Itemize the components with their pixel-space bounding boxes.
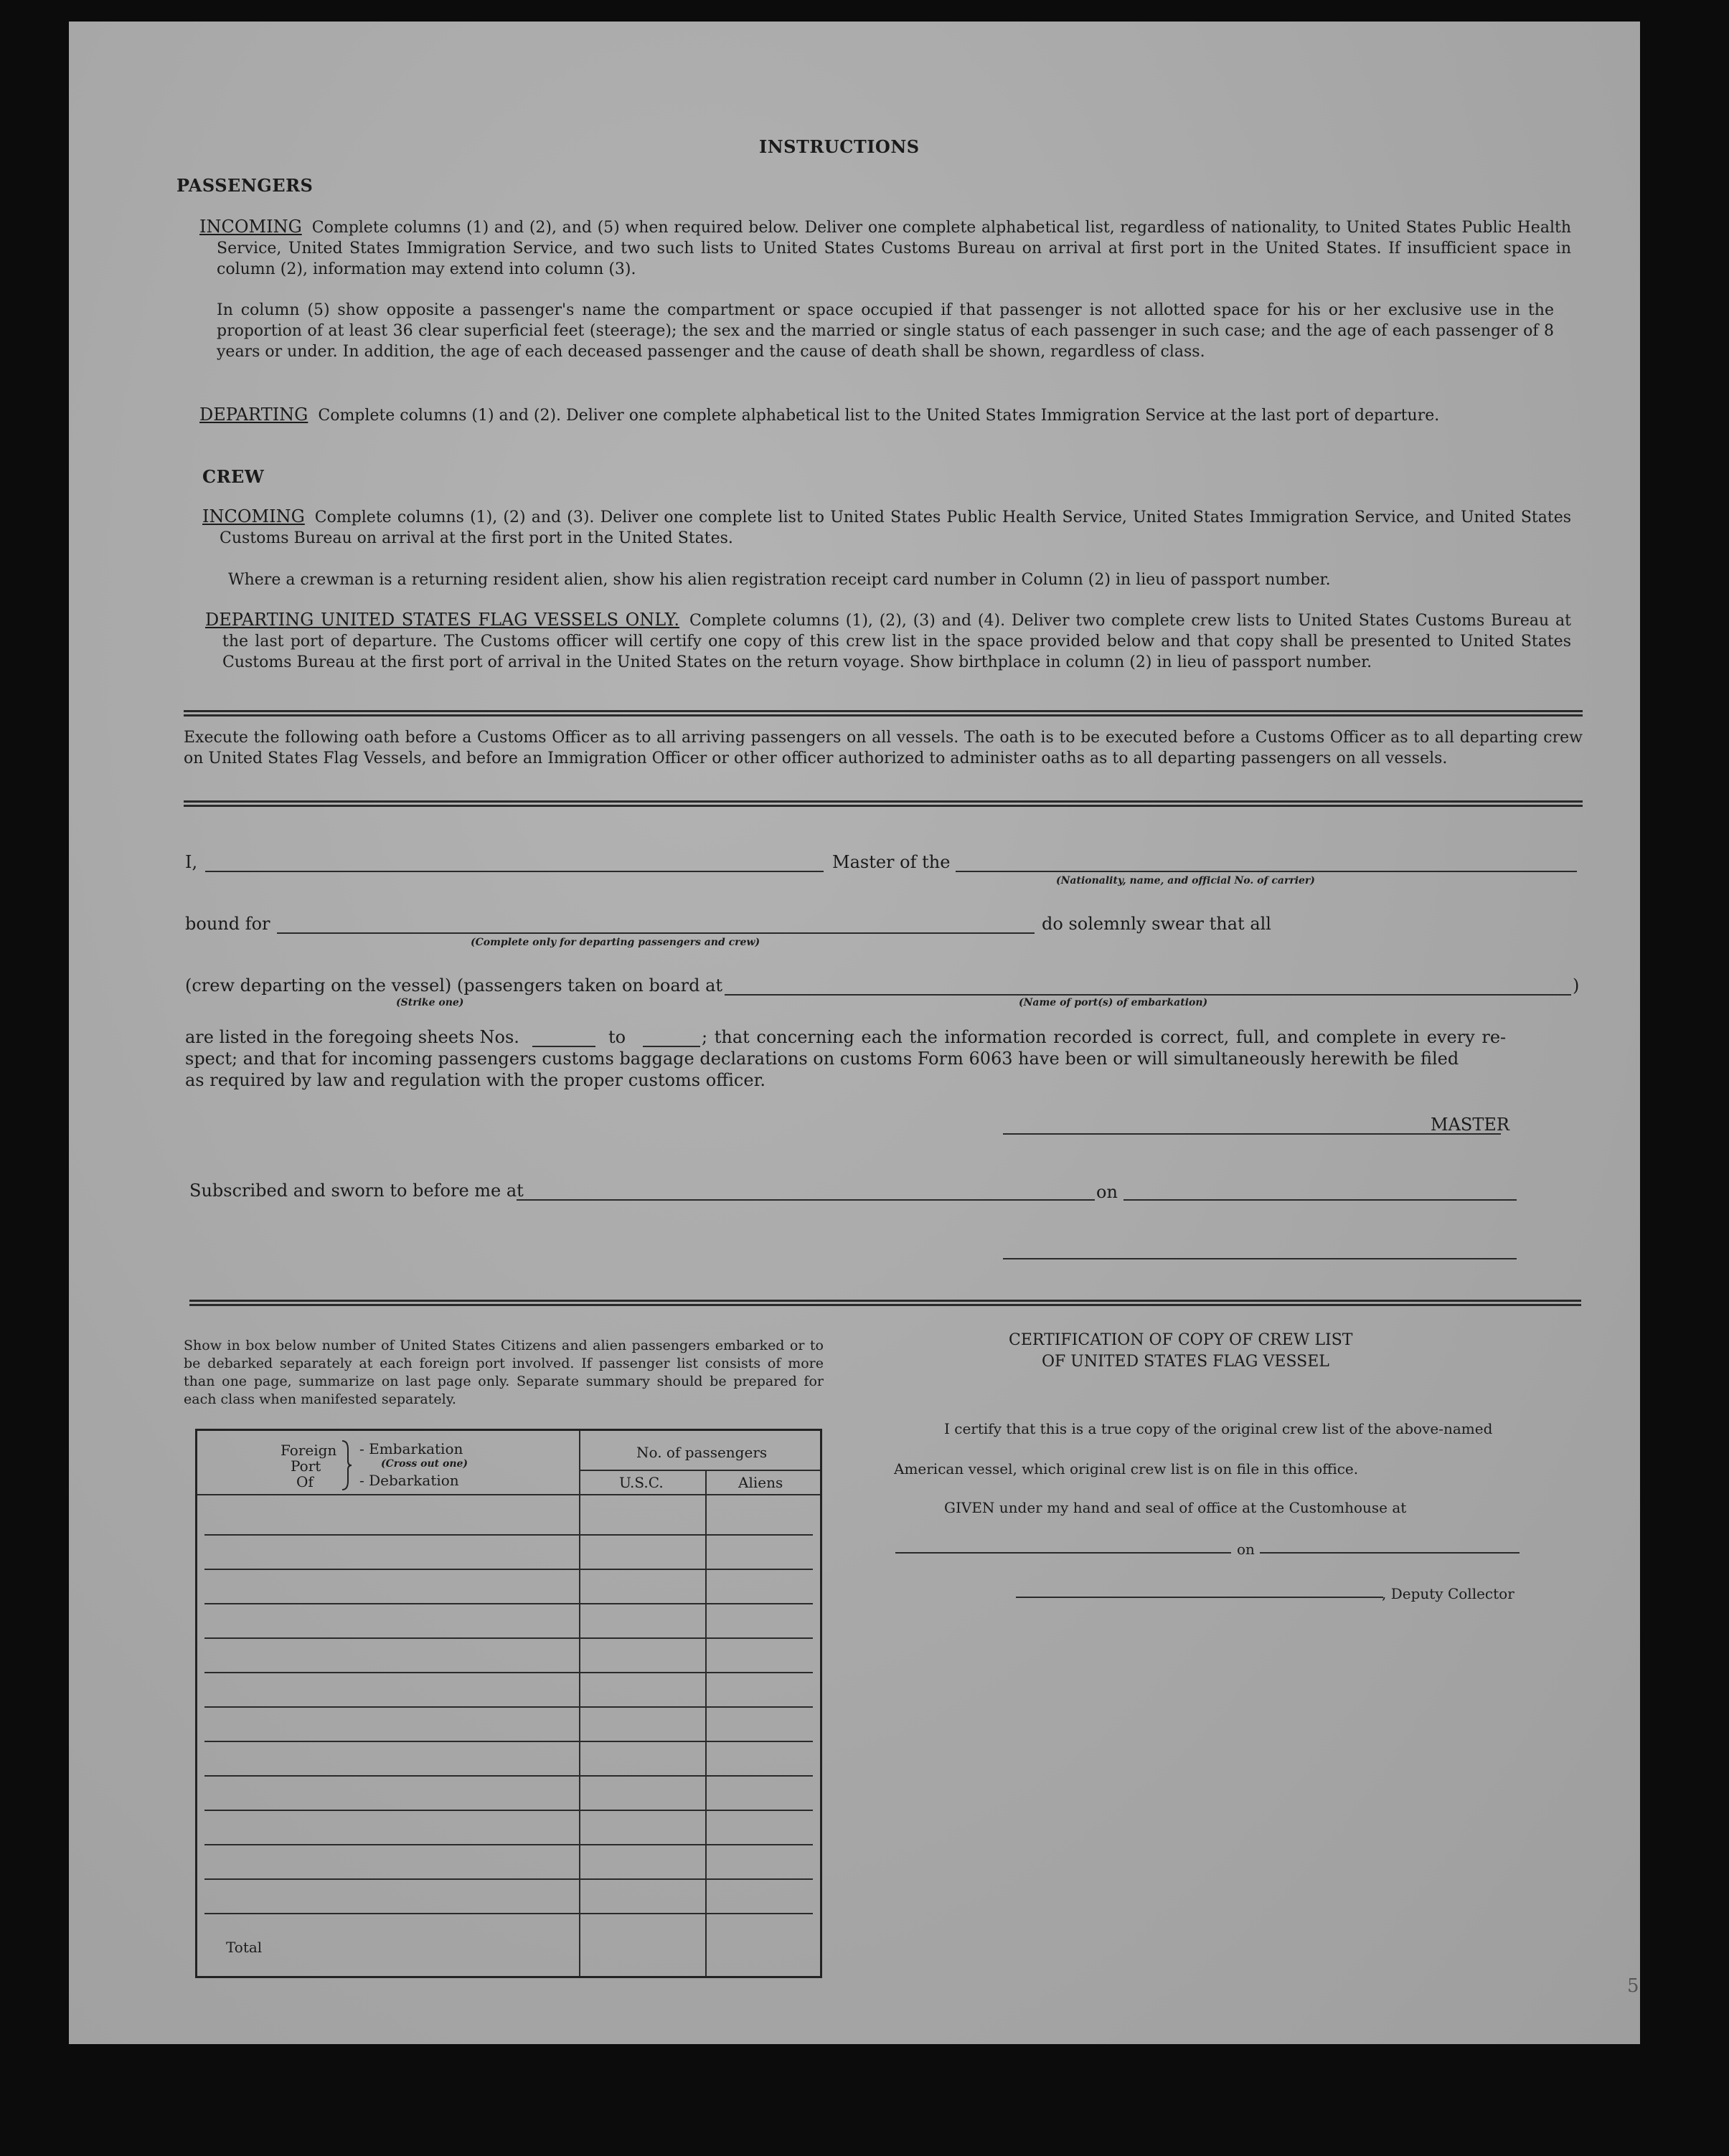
- table-row: [204, 1810, 813, 1811]
- table-header-divider: [197, 1494, 820, 1495]
- carrier-hint: (Nationality, name, and official No. of carrier): [1056, 875, 1315, 886]
- table-row: [204, 1878, 813, 1880]
- subscribed-on-label: on: [1096, 1182, 1118, 1202]
- brace-icon: [341, 1439, 352, 1491]
- master-signature-field[interactable]: [1003, 1133, 1501, 1135]
- oath-i-label: I,: [185, 852, 198, 872]
- passengers-incoming-text: Complete columns (1) and (2), and (5) when required below. Deliver one complete alphabetical list, regardless of nationality, to United States Public Health Service, United States Immigration Service, and two such lists to United States Customs Bureau on arrival at first port in the United States. If insufficient space in column (2), information may extend into column (3).: [217, 219, 1571, 278]
- officer-signature-field[interactable]: [1003, 1258, 1517, 1259]
- certify-line2: American vessel, which original crew list is on file in this office.: [894, 1460, 1359, 1477]
- table-col-divider: [705, 1470, 707, 1976]
- usc-header: U.S.C.: [619, 1474, 664, 1491]
- customhouse-field[interactable]: [895, 1552, 1231, 1554]
- passengers-heading: PASSENGERS: [176, 175, 314, 196]
- table-header-divider: [579, 1470, 820, 1471]
- table-row: [204, 1775, 813, 1777]
- port-label: Port: [291, 1457, 321, 1475]
- embarkation-label: - Embarkation: [359, 1440, 463, 1457]
- crew-departing-label: DEPARTING UNITED STATES FLAG VESSELS ONLY.: [205, 610, 680, 630]
- crew-resident-text: Where a crewman is a returning resident alien, show his alien registration receipt card number in Column (2) in lieu of passport number.: [228, 571, 1331, 589]
- form-page: [69, 22, 1640, 2044]
- strike-one-hint: (Strike one): [396, 997, 464, 1008]
- of-label: Of: [296, 1473, 314, 1490]
- listed-post-text: ; that concerning each the information recorded is correct, full, and complete in every re-: [702, 1027, 1507, 1047]
- aliens-header: Aliens: [738, 1474, 783, 1491]
- passengers-departing-text: Complete columns (1) and (2). Deliver one complete alphabetical list to the United States Immigration Service at the last port of departure.: [318, 407, 1440, 425]
- passengers-departing-label: DEPARTING: [199, 405, 308, 425]
- passengers-incoming-paragraph: [199, 217, 1571, 280]
- swear-label: do solemnly swear that all: [1042, 914, 1271, 934]
- oath-intro-text: Execute the following oath before a Customs Officer as to all arriving passengers on all vessels. The oath is to be executed before a Customs Officer as to all departing crew on United States Flag Vessels, and before an Immigration Officer or other officer authorized to administer oaths as to all departing passengers on all vessels.: [184, 729, 1583, 767]
- certification-title-line2: OF UNITED STATES FLAG VESSEL: [1042, 1353, 1329, 1371]
- subscribed-date-field[interactable]: [1123, 1199, 1517, 1201]
- deputy-collector-label: , Deputy Collector: [1382, 1585, 1514, 1602]
- bound-for-field[interactable]: [277, 932, 1035, 934]
- section-divider: [184, 710, 1583, 712]
- summary-instructions: [184, 1337, 824, 1409]
- listed-line3-text: as required by law and regulation with the proper customs officer.: [185, 1070, 766, 1090]
- crew-incoming-text: Complete columns (1), (2) and (3). Deliver one complete list to United States Public Health Service, United States Immigration Service, and United States Customs Bureau on arrival at the first port in the United States.: [220, 509, 1571, 547]
- listed-sheets-label: are listed in the foregoing sheets Nos.: [185, 1027, 519, 1047]
- subscribed-label: Subscribed and sworn to before me at: [189, 1181, 524, 1201]
- table-row: [204, 1741, 813, 1742]
- table-row: [204, 1603, 813, 1604]
- embarkation-hint: (Name of port(s) of embarkation): [1019, 997, 1208, 1008]
- certification-title-line1: CERTIFICATION OF COPY OF CREW LIST: [1009, 1331, 1353, 1349]
- sheet-from-field[interactable]: [532, 1046, 595, 1047]
- column5-text: In column (5) show opposite a passenger's name the compartment or space occupied if that passenger is not allotted space for his or her exclusive use in the proportion of at least 36 clear superficial feet (steerage); the sex and the married or single status of each passenger in such case; and the age of each passenger of 8 years or under. In addition, the age of each deceased passenger and the cause of death shall be shown, regardless of class.: [217, 301, 1554, 361]
- table-row: [204, 1913, 813, 1914]
- certification-date-field[interactable]: [1260, 1552, 1520, 1554]
- given-line: GIVEN under my hand and seal of office at the Customhouse at: [944, 1499, 1407, 1516]
- listed-to-label: to: [608, 1027, 626, 1047]
- table-row: [204, 1569, 813, 1570]
- section-divider: [189, 1304, 1581, 1306]
- table-row: [204, 1706, 813, 1708]
- cross-out-hint: (Cross out one): [381, 1458, 468, 1470]
- table-row: [204, 1637, 813, 1639]
- page-title: INSTRUCTIONS: [759, 136, 920, 157]
- table-row: [204, 1672, 813, 1673]
- total-label: Total: [226, 1939, 263, 1956]
- carrier-field[interactable]: [956, 871, 1577, 872]
- crew-departing-text: Complete columns (1), (2), (3) and (4). Deliver two complete crew lists to United States Customs Bureau at the last port of departure. The Customs officer will certify one copy of this crew list in the space provided below and that copy shall be presented to United States Customs Bureau at the first port of arrival in the United States on the return voyage. Show birthplace in column (2) in lieu of passport number.: [222, 612, 1572, 671]
- passengers-departing-paragraph: [199, 405, 1571, 426]
- master-label: MASTER: [1431, 1115, 1509, 1135]
- oath-intro-paragraph: [184, 727, 1583, 769]
- crew-resident-paragraph: [228, 569, 1554, 590]
- deputy-collector-signature-field[interactable]: [1016, 1597, 1383, 1598]
- column5-paragraph: [217, 300, 1554, 362]
- embarkation-port-field[interactable]: [725, 994, 1571, 996]
- passengers-incoming-label: INCOMING: [199, 217, 302, 237]
- section-divider: [189, 1300, 1581, 1302]
- crew-departing-paragraph: [205, 610, 1571, 673]
- passenger-summary-table: [195, 1429, 822, 1978]
- table-row: [204, 1534, 813, 1536]
- crew-departing-strike-label: (crew departing on the vessel) (passengers taken on board at: [185, 975, 723, 996]
- crew-incoming-label: INCOMING: [202, 506, 305, 526]
- table-row: [204, 1844, 813, 1845]
- listed-line2-text: spect; and that for incoming passengers customs baggage declarations on customs Form 6063 have been or will simultaneously herewith be filed: [185, 1049, 1459, 1069]
- page-number: 5: [1627, 1975, 1639, 1997]
- table-col-divider: [579, 1431, 580, 1976]
- crew-incoming-paragraph: [202, 506, 1571, 549]
- section-divider: [184, 800, 1583, 803]
- summary-instructions-text: Show in box below number of United States Citizens and alien passengers embarked or to be debarked separately at each foreign port involved. If passenger list consists of more than one page, summarize on last page only. Separate summary should be prepared for each class when manifested separately.: [184, 1338, 824, 1407]
- section-divider: [184, 805, 1583, 807]
- close-paren: ): [1573, 975, 1580, 996]
- debarkation-label: - Debarkation: [359, 1472, 459, 1489]
- no-passengers-header: No. of passengers: [636, 1444, 768, 1461]
- master-of-label: Master of the: [832, 852, 951, 872]
- master-name-field[interactable]: [205, 871, 824, 872]
- certify-line1: I certify that this is a true copy of the original crew list of the above-named: [944, 1420, 1493, 1437]
- bound-for-hint: (Complete only for departing passengers and crew): [471, 937, 760, 948]
- crew-heading: CREW: [202, 466, 265, 487]
- section-divider: [184, 714, 1583, 717]
- foreign-label: Foreign: [281, 1442, 337, 1459]
- subscribed-place-field[interactable]: [517, 1199, 1095, 1201]
- bound-for-label: bound for: [185, 914, 270, 934]
- sheet-to-field[interactable]: [643, 1046, 700, 1047]
- certification-on-label: on: [1237, 1541, 1255, 1558]
